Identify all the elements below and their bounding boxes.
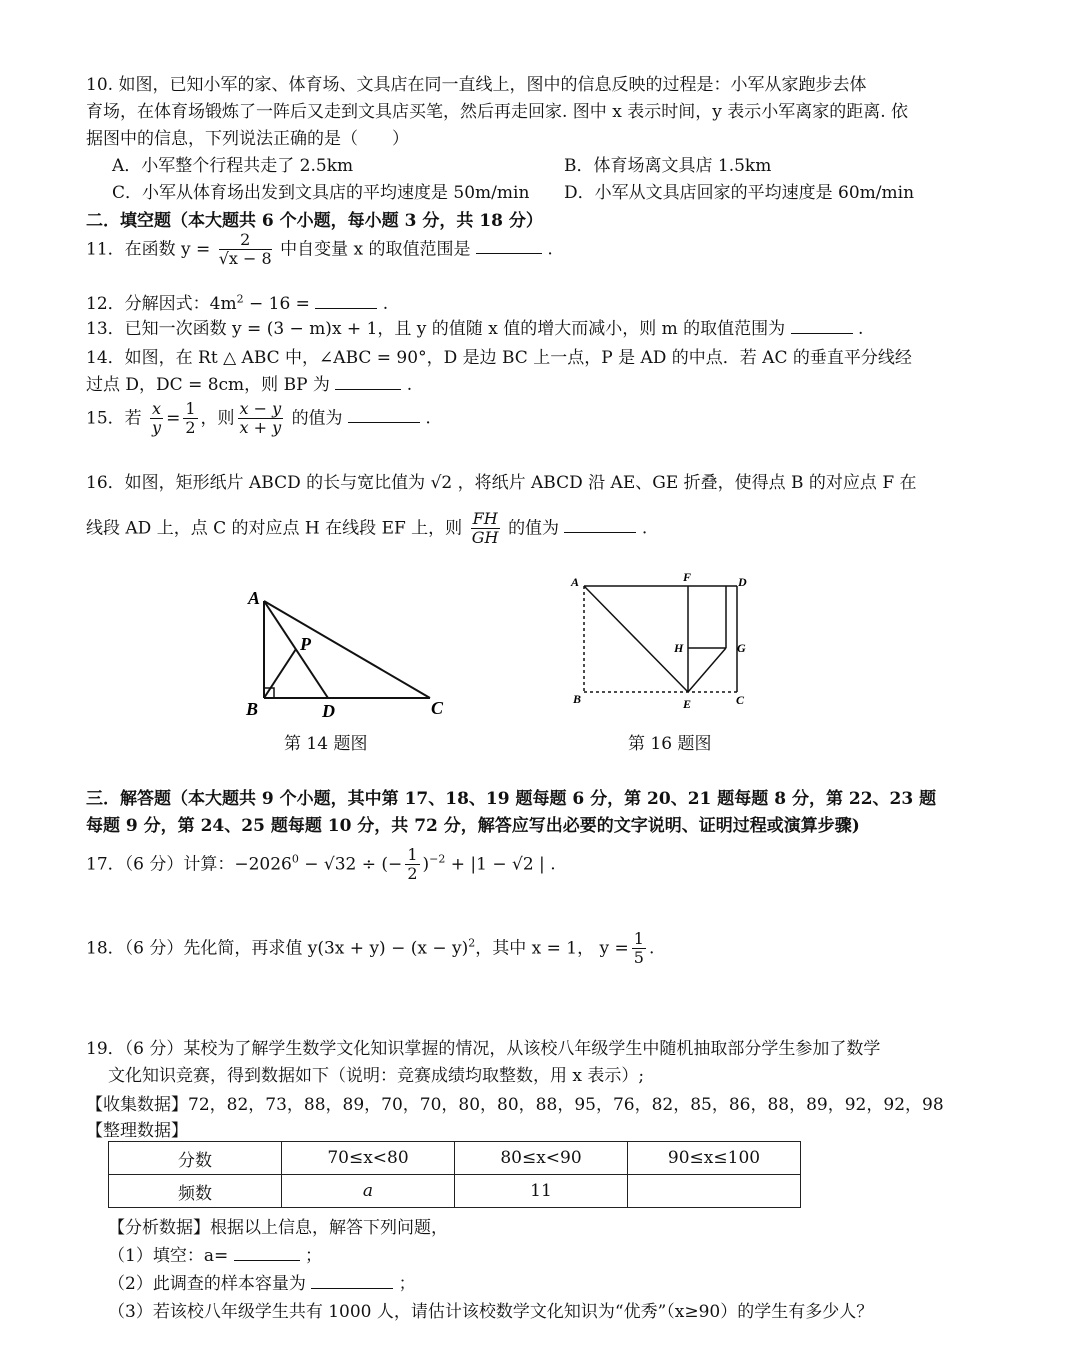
fig14-label-b: B — [246, 699, 259, 719]
q15-eq: = — [166, 408, 181, 429]
table-row — [109, 1175, 801, 1208]
fig14-caption: 第 14 题图 — [284, 734, 368, 754]
q14-line2-text: 过点 D，DC = 8cm，则 BP 为 — [86, 375, 330, 395]
fig14-label-a: A — [248, 588, 261, 608]
q10-option-b: B．体育场离文具店 1.5km — [564, 156, 772, 176]
q19-frequency-table — [108, 1141, 801, 1208]
q16-line2 — [86, 510, 647, 548]
q15-f1-num: x — [152, 399, 162, 418]
fig14-label-p: P — [300, 634, 311, 654]
fig16-label-f: F — [683, 570, 692, 584]
fig16-label-b: B — [573, 692, 582, 706]
q13-answer-blank[interactable] — [791, 333, 853, 334]
q19-part2 — [108, 1269, 416, 1294]
q15-suffix: 的值为 — [291, 408, 343, 429]
q17-f-den: 2 — [407, 864, 418, 884]
q12-exp: 2 — [236, 292, 244, 306]
q19-organize-heading: 【整理数据】 — [86, 1121, 188, 1141]
q17-f-num: 1 — [407, 845, 418, 864]
q11-answer-blank[interactable] — [476, 253, 542, 254]
section2-heading: 二．填空题（本大题共 6 个小题，每小题 3 分，共 18 分） — [86, 211, 543, 231]
q18-f-num: 1 — [633, 929, 644, 948]
q11-den: √x − 8 — [218, 249, 272, 269]
q16-answer-blank[interactable] — [564, 532, 636, 533]
q14-end: . — [406, 375, 413, 395]
q18-end: . — [648, 938, 655, 959]
q18-mid: ，其中 x = 1， y = — [475, 938, 629, 959]
q12-prefix: 12．分解因式：4m — [86, 294, 237, 314]
q17-exp0: 0 — [291, 852, 299, 866]
q19-collected-data: 【收集数据】72，82，73，88，89，70，70，80，80，88，95，76，82，85，86，88，89，92，92，98 — [86, 1095, 944, 1115]
q13 — [86, 314, 863, 339]
q15-fraction-2 — [183, 400, 197, 438]
q19-line2: 文化知识竞赛，得到数据如下（说明：竞赛成绩均取整数，用 x 表示）; — [108, 1066, 645, 1086]
q17-mid3: + |1 − √2 | . — [445, 854, 556, 875]
q17-mid1: − √32 ÷ (− — [298, 854, 403, 875]
q10-option-d: D．小军从文具店回家的平均速度是 60m/min — [564, 183, 915, 203]
q18-fraction — [632, 930, 646, 968]
q16-f-num: FH — [472, 509, 498, 528]
q15-mid: ，则 — [200, 408, 235, 429]
table-header-cell: 80≤x<90 — [455, 1142, 628, 1175]
q16-line2-post: 的值为 — [508, 518, 560, 539]
q19-part3: （3）若该校八年级学生共有 1000 人，请估计该校数学文化知识为“优秀”（x≥90）的学生有多少人？ — [108, 1302, 874, 1322]
q11-suffix: 中自变量 x 的取值范围是 — [280, 239, 471, 260]
q15-fraction-1 — [150, 400, 163, 438]
fig16-label-e: E — [683, 697, 692, 711]
q15-f2-num: 1 — [185, 399, 196, 418]
q19-analyze-heading: 【分析数据】根据以上信息，解答下列问题， — [108, 1218, 448, 1238]
table-cell-empty[interactable] — [628, 1175, 801, 1208]
section3-heading-line1: 三．解答题（本大题共 9 个小题，其中第 17、18、19 题每题 6 分，第 20、21 题每题 8 分，第 22、23 题 — [86, 789, 937, 809]
q15-answer-blank[interactable] — [348, 422, 420, 423]
fig16-segment-ae — [584, 586, 688, 692]
q16-fraction — [471, 510, 500, 548]
fig14-segment-ac — [264, 601, 430, 698]
q14-line1: 14．如图，在 Rt △ ABC 中，∠ABC = 90°，D 是边 BC 上一点，P 是 AD 的中点．若 AC 的垂直平分线经 — [86, 348, 912, 368]
table-header-cell: 70≤x<80 — [282, 1142, 455, 1175]
table-row — [109, 1142, 801, 1175]
q16-line2-pre: 线段 AD 上，点 C 的对应点 H 在线段 EF 上，则 — [86, 518, 463, 539]
q17 — [86, 846, 556, 884]
table-cell: 11 — [455, 1175, 628, 1208]
q19-part2-end: ； — [398, 1274, 416, 1294]
q12-end: . — [382, 294, 389, 314]
table-header-cell: 90≤x≤100 — [628, 1142, 801, 1175]
q16-f-den: GH — [471, 528, 499, 548]
q14-answer-blank[interactable] — [335, 389, 401, 390]
fig14-segment-bp — [264, 649, 296, 698]
q17-fraction — [405, 846, 419, 884]
q12 — [86, 289, 388, 314]
q18-f-den: 5 — [633, 948, 644, 968]
q15-end: . — [425, 408, 431, 429]
figure-14 — [236, 584, 456, 724]
q14-line2 — [86, 370, 412, 395]
q16-line1: 16．如图，矩形纸片 ABCD 的长与宽比值为 √2 ，将纸片 ABCD 沿 AE、GE 折叠，使得点 B 的对应点 F 在 — [86, 473, 917, 493]
table-cell: a — [282, 1175, 455, 1208]
table-header-cell: 分数 — [109, 1142, 282, 1175]
q19-part1 — [108, 1241, 322, 1266]
q10-line2: 育场，在体育场锻炼了一阵后又走到文具店买笔，然后再走回家. 图中 x 表示时间，y 表示小军离家的距离. 依 — [86, 102, 909, 122]
q11-end: . — [547, 239, 553, 260]
q19-part2-blank[interactable] — [311, 1288, 393, 1289]
q11-num: 2 — [219, 231, 272, 250]
fig16-label-g: G — [737, 641, 746, 655]
fig16-label-c: C — [736, 693, 745, 707]
q10-option-c: C．小军从体育场出发到文具店的平均速度是 50m/min — [112, 183, 530, 203]
q19-line1: 19．（6 分）某校为了解学生数学文化知识掌握的情况，从该校八年级学生中随机抽取部分学生参加了数学 — [86, 1039, 881, 1059]
q19-part2-text: （2）此调查的样本容量为 — [108, 1274, 306, 1294]
q18 — [86, 930, 654, 968]
q10-line3: 据图中的信息，下列说法正确的是（ ） — [86, 129, 409, 149]
q13-end: . — [857, 319, 864, 339]
q15-fraction-3 — [238, 400, 284, 438]
q16-end: . — [641, 518, 648, 539]
fig14-label-c: C — [431, 698, 444, 718]
q15 — [86, 400, 431, 438]
q17-prefix: 17．（6 分）计算：−2026 — [86, 854, 292, 875]
q11-fraction — [219, 231, 272, 269]
q18-prefix: 18．（6 分）先化简，再求值 y(3x + y) − (x − y) — [86, 938, 469, 959]
figure-16 — [566, 570, 766, 715]
q10-line1: 10. 如图，已知小军的家、体育场、文具店在同一直线上，图中的信息反映的过程是：小军从家跑步去体 — [86, 75, 867, 95]
q12-rest: − 16 = — [243, 294, 310, 314]
q10-option-a: A．小军整个行程共走了 2.5km — [112, 156, 354, 176]
section3-heading-line2: 每题 9 分，第 24、25 题每题 10 分，共 72 分，解答应写出必要的文字说明、证明过程或演算步骤) — [86, 816, 860, 836]
fig16-label-h: H — [674, 641, 684, 655]
q15-f2-den: 2 — [185, 418, 196, 438]
q11-prefix: 11．在函数 y = — [86, 239, 211, 260]
fig16-segment-ge — [688, 648, 726, 692]
q19-part1-blank[interactable] — [234, 1260, 300, 1261]
table-cell: 频数 — [109, 1175, 282, 1208]
q12-answer-blank[interactable] — [315, 308, 377, 309]
q17-mid2: ) — [422, 854, 430, 875]
q15-f3-den: x + y — [239, 418, 282, 438]
q17-exp2: −2 — [429, 852, 446, 866]
q19-part1-end: ； — [305, 1246, 323, 1266]
q15-prefix: 15．若 — [86, 408, 142, 429]
fig16-caption: 第 16 题图 — [628, 734, 712, 754]
q13-text: 13．已知一次函数 y = (3 − m)x + 1，且 y 的值随 x 值的增大而减小，则 m 的取值范围为 — [86, 319, 786, 339]
fig16-label-d: D — [738, 575, 747, 589]
fig14-label-d: D — [322, 701, 335, 721]
q15-f3-num: x − y — [239, 399, 282, 418]
q11 — [86, 231, 553, 269]
q15-f1-den: y — [152, 418, 162, 438]
q19-part1-text: （1）填空：a= — [108, 1246, 229, 1266]
q18-exp: 2 — [468, 936, 476, 950]
fig16-label-a: A — [571, 575, 580, 589]
